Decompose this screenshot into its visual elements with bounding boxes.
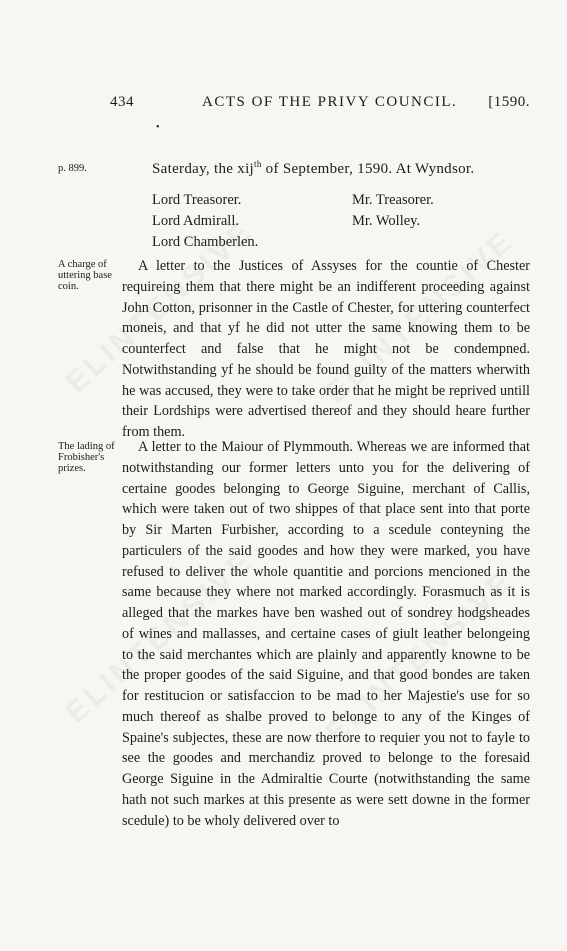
attendee: Lord Admirall. (152, 213, 239, 229)
attendee: Lord Chamberlen. (152, 234, 259, 250)
header-year: [1590. (488, 94, 530, 110)
attendees-left-column (152, 190, 258, 253)
meeting-day-prefix: Saterday, the xij (152, 161, 255, 177)
margin-page-reference: p. 899. (58, 163, 87, 174)
attendees-right-column (352, 190, 434, 232)
attendee: Mr. Wolley. (352, 213, 421, 229)
attendee: Lord Treasorer. (152, 192, 242, 208)
page-number: 434 (110, 94, 134, 110)
paragraph: A letter to the Justices of Assyses for the countie of Chester requireing them that there might be an indifferent proceeding against John Cotton, prisonner in the Castle of Chester, for uttering counterfect moneis, and that yf he did not utter the same knowing them to be counterfect and false that he might not be condempned. Notwithstanding yf he should be found guilty of the matters wherwith he was accused, they were to take order that he might be reprived untill their Lordships were advertised thereof and they should heare further from them. (122, 258, 530, 440)
meeting-day-superscript: th (254, 159, 262, 169)
meeting-heading (152, 159, 474, 178)
attendee: Mr. Treasorer. (352, 192, 434, 208)
paragraph: A letter to the Maiour of Plymmouth. Whereas we are informed that notwithstanding our former letters unto you for the delivering of certaine goodes belonging to George Siguine, merchant of Callis, which were taken out of two shippes of that place sent into that porte by Sir Marten Furbisher, according to a scedule conteyning the particulers of the said goodes and how they were marked, you have refused to deliver the whole quantitie and porcions mencioned in the same because they where not marked accordingly. Forasmuch as it is alleged that the markes have ben washed out of sondrey hodgsheades of wines and mallasses, and certaine cases of giult leather belongeing to the said merchantes which are plainly and apparently knowne to be the proper goodes of the said Siguine, and that good bondes are taken for restitucion or satisfaccion to be mad to her Majestie's use for so much thereof as shalbe proved to belonge to any of the Kinges of Spaine's subjectes, these are now therfore to requier you not to fayle to see the goodes and merchandiz proved to belonge to the foresaid George Siguine in the Admiraltie Courte (notwithstanding the same hath not such markes at this presente as were sett downe in the former scedule) to be wholy delivered over to (122, 439, 530, 829)
running-title: ACTS OF THE PRIVY COUNCIL. (202, 94, 458, 110)
stray-mark: • (156, 122, 160, 133)
meeting-day-suffix: of September, 1590. At Wyndsor. (261, 161, 475, 177)
running-header (110, 94, 530, 116)
margin-note: A charge of uttering base coin. (58, 259, 112, 292)
margin-note: The lading of Frobisher's prizes. (58, 441, 115, 474)
